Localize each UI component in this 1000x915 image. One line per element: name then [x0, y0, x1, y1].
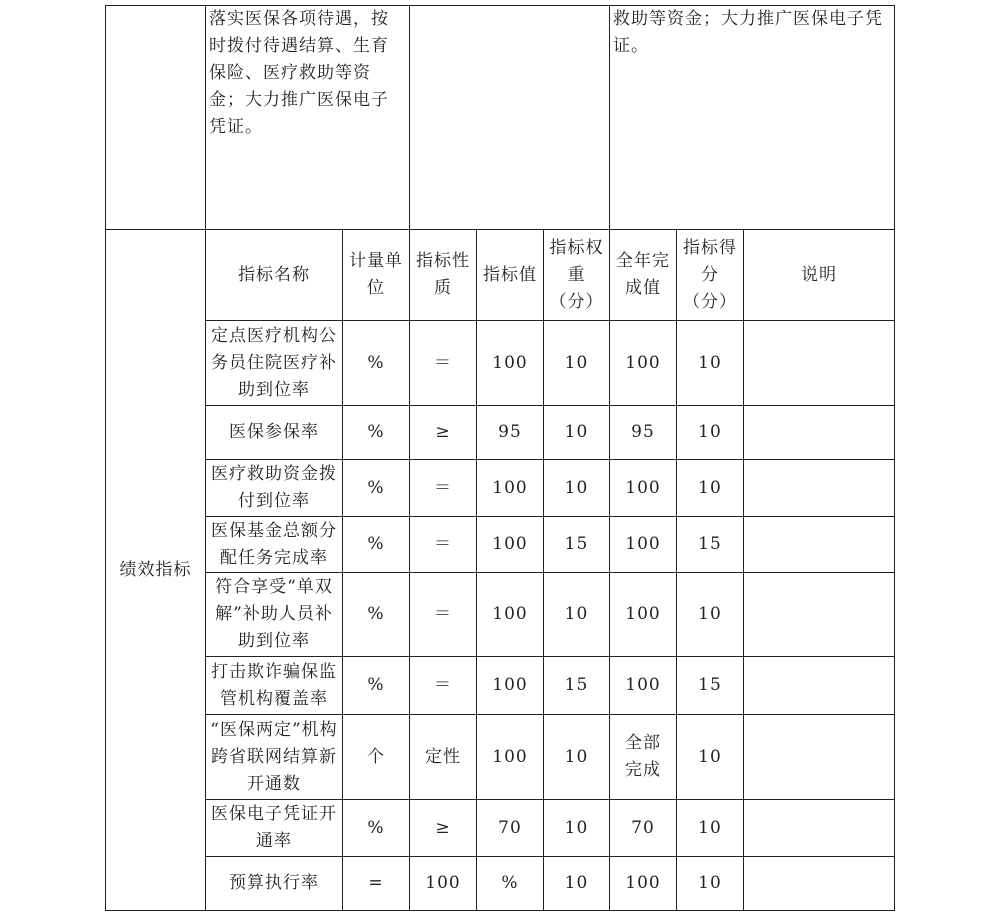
cell-note: [744, 573, 894, 656]
cell-name-text: 医保参保率: [229, 422, 319, 442]
cell-completion: [610, 460, 676, 516]
cell-name: [206, 517, 342, 572]
cell-note: [744, 657, 894, 714]
cell-score: [677, 657, 743, 714]
cell-weight: [544, 715, 609, 799]
cell-score-text: 10: [698, 604, 722, 624]
cell-nature: [410, 573, 476, 656]
cell-nature-text: ＝: [434, 352, 452, 373]
cell-nature-text: ＝: [434, 604, 452, 624]
cell-nature: [410, 460, 476, 516]
cell-name-text: “医保两定”机构跨省联网结算新开通数: [210, 719, 338, 794]
cell-unit-text: %: [367, 604, 385, 624]
cell-unit-text: %: [367, 352, 385, 373]
cell-completion: [610, 406, 676, 459]
cell-note: [744, 406, 894, 459]
cell-name: [206, 573, 342, 656]
table-border-bottom: [105, 910, 895, 911]
section-label: [106, 230, 205, 910]
cell-score: [677, 406, 743, 459]
cell-name: [206, 657, 342, 714]
cell-completion: [610, 857, 676, 910]
cell-nature-text: 定性: [425, 746, 461, 767]
cell-completion-text: 100: [625, 477, 661, 498]
cell-unit: [343, 715, 409, 799]
cell-nature-text: ≥: [435, 817, 451, 838]
cell-completion-text: 100: [625, 352, 661, 373]
cell-unit: [343, 573, 409, 656]
cell-nature: [410, 517, 476, 572]
cell-value: [477, 857, 543, 910]
cell-weight-text: 10: [564, 477, 589, 498]
cell-nature-text: ＝: [434, 477, 452, 498]
cell-weight: [544, 857, 609, 910]
cell-name-text: 医保基金总额分配任务完成率: [211, 520, 337, 568]
cell-value: [477, 321, 543, 405]
cell-unit-text: %: [367, 675, 385, 695]
cell-unit: [343, 517, 409, 572]
cell-score: [677, 573, 743, 656]
cell-value-text: 100: [492, 477, 528, 498]
cell-weight: [544, 517, 609, 572]
cell-value: [477, 657, 543, 714]
cell-score-text: 10: [698, 873, 722, 893]
cell-value-text: 70: [498, 817, 522, 838]
cell-value-text: 100: [492, 352, 528, 373]
cell-name-text: 定点医疗机构公务员住院医疗补助到位率: [211, 325, 337, 400]
cell-nature: [410, 406, 476, 459]
cell-weight: [544, 657, 609, 714]
cell-nature: [410, 657, 476, 714]
cell-name: [206, 715, 342, 799]
cell-nature-text: ＝: [434, 534, 452, 554]
cell-score: [677, 857, 743, 910]
cell-score: [677, 715, 743, 799]
cell-weight: [544, 573, 609, 656]
cell-weight: [544, 406, 609, 459]
column-divider: [609, 5, 610, 230]
cell-completion-text: 100: [625, 675, 661, 695]
cell-note: [744, 321, 894, 405]
cell-unit: [343, 657, 409, 714]
cell-completion-text: 70: [631, 817, 655, 838]
cell-unit-text: %: [367, 477, 385, 498]
cell-nature-text: ≥: [435, 422, 451, 442]
header-name: 指标名称: [238, 264, 310, 285]
cell-name: [206, 406, 342, 459]
cell-note: [744, 857, 894, 910]
cell-completion-text: 100: [625, 604, 661, 624]
cell-value-text: 95: [498, 422, 522, 442]
cell-nature: [410, 800, 476, 856]
cell-name-text: 医疗救助资金拨付到位率: [211, 464, 337, 511]
cell-nature-text: 100: [425, 873, 461, 893]
cell-weight: [544, 800, 609, 856]
cell-note: [744, 800, 894, 856]
header-note: 说明: [801, 264, 837, 285]
cell-name-text: 预算执行率: [229, 873, 319, 893]
cell-unit-text: %: [367, 534, 385, 554]
table-border-right: [894, 5, 895, 911]
cell-score-text: 10: [698, 746, 722, 767]
cell-unit: [343, 321, 409, 405]
cell-score-text: 10: [698, 422, 722, 442]
cell-value: [477, 406, 543, 459]
cell-unit: [343, 857, 409, 910]
cell-unit-text: %: [367, 817, 385, 838]
cell-score-text: 10: [698, 477, 722, 498]
cell-name-text: 打击欺诈骗保监管机构覆盖率: [211, 661, 337, 709]
cell-value: [477, 460, 543, 516]
cell-weight-text: 10: [564, 352, 589, 373]
cell-score-text: 15: [698, 534, 722, 554]
section-label-text: 绩效指标: [119, 559, 192, 580]
cell-name: [206, 460, 342, 516]
cell-note: [744, 517, 894, 572]
cell-name: [206, 321, 342, 405]
cell-value-text: 100: [492, 534, 528, 554]
cell-nature: [410, 321, 476, 405]
cell-score-text: 10: [698, 817, 722, 838]
cell-completion: [610, 800, 676, 856]
cell-unit: [343, 800, 409, 856]
cell-value-text: 100: [492, 675, 528, 695]
cell-score: [677, 517, 743, 572]
cell-value: [477, 573, 543, 656]
header-nature: 指标性质: [416, 251, 470, 298]
column-divider: [409, 5, 410, 230]
cell-unit-text: =: [368, 873, 384, 893]
cell-score: [677, 800, 743, 856]
cell-weight-text: 15: [564, 675, 589, 695]
cell-score-text: 15: [698, 675, 722, 695]
cell-completion: [610, 517, 676, 572]
cell-nature-text: ＝: [434, 675, 452, 695]
cell-value: [477, 800, 543, 856]
top-left-text: 落实医保各项待遇，按时拨付待遇结算、生育保险、医疗救助等资金；大力推广医保电子凭证。: [209, 9, 389, 137]
cell-unit: [343, 460, 409, 516]
cell-weight-text: 10: [564, 746, 589, 767]
cell-value-text: %: [501, 873, 519, 893]
cell-weight-text: 15: [564, 534, 589, 554]
cell-unit-text: %: [367, 422, 385, 442]
cell-unit: [343, 406, 409, 459]
cell-nature: [410, 715, 476, 799]
cell-nature: [410, 857, 476, 910]
cell-name-text: 医保电子凭证开通率: [211, 804, 337, 851]
cell-completion-text: 100: [625, 534, 661, 554]
cell-completion: [610, 573, 676, 656]
cell-completion: [610, 657, 676, 714]
cell-name: [206, 857, 342, 910]
cell-value-text: 100: [492, 604, 528, 624]
cell-value-text: 100: [492, 746, 528, 767]
cell-note: [744, 460, 894, 516]
header-weight: 指标权重（分）: [549, 237, 604, 312]
header-completion: 全年完成值: [616, 251, 670, 298]
top-right-text: 救助等资金；大力推广医保电子凭证。: [613, 9, 883, 56]
header-score: 指标得分（分）: [683, 237, 737, 312]
cell-weight-text: 10: [564, 604, 589, 624]
cell-completion: [610, 321, 676, 405]
cell-weight: [544, 460, 609, 516]
cell-name-text: 符合享受“单双解”补助人员补助到位率: [215, 577, 333, 651]
cell-completion-text: 95: [631, 422, 655, 442]
cell-completion: [610, 715, 676, 799]
cell-value: [477, 517, 543, 572]
cell-completion-text: 全部完成: [625, 733, 661, 780]
cell-score: [677, 460, 743, 516]
cell-name: [206, 800, 342, 856]
cell-completion-text: 100: [625, 873, 661, 893]
cell-weight-text: 10: [564, 873, 589, 893]
cell-unit-text: 个: [367, 746, 385, 767]
cell-weight-text: 10: [564, 422, 589, 442]
cell-value: [477, 715, 543, 799]
cell-note: [744, 715, 894, 799]
header-value: 指标值: [483, 264, 537, 285]
cell-weight: [544, 321, 609, 405]
cell-score-text: 10: [698, 352, 722, 373]
cell-score: [677, 321, 743, 405]
header-unit: 计量单位: [349, 251, 403, 298]
cell-weight-text: 10: [564, 817, 589, 838]
